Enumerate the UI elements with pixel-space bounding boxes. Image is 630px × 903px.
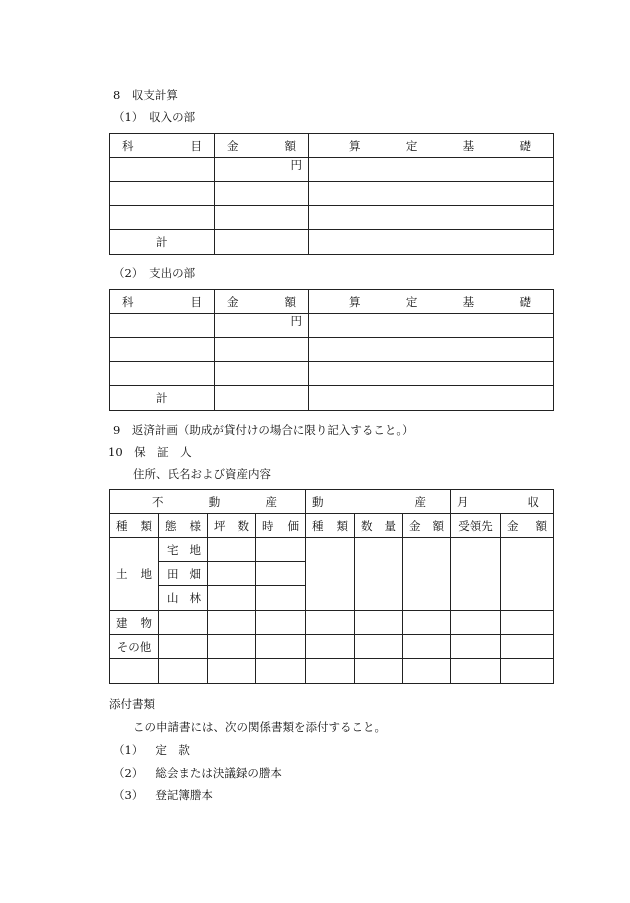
income-total-label: 計 (110, 230, 215, 255)
attachments-heading: 添付書類 (109, 697, 155, 711)
tsubo-cell[interactable] (208, 586, 256, 611)
price-cell[interactable] (256, 562, 306, 586)
movable-amount-cell[interactable] (403, 611, 451, 635)
tsubo-cell[interactable] (208, 659, 256, 684)
income-subject-cell[interactable] (110, 158, 215, 182)
income-table (109, 133, 554, 255)
col-quantity: 数 量 (355, 514, 403, 538)
mode-cell[interactable] (159, 611, 208, 635)
row-label-building: 建 物 (110, 611, 159, 635)
movable-amount-cell[interactable] (403, 659, 451, 684)
header-subject: 科 目 (110, 134, 215, 158)
yen-unit: 円 (290, 158, 302, 172)
attachment-label: 登記簿謄本 (155, 788, 213, 802)
movable-kind-cell[interactable] (306, 635, 355, 659)
blank-label-cell[interactable] (110, 659, 159, 684)
guarantor-table (109, 489, 554, 684)
group-movable: 動 産 (306, 490, 451, 514)
expense-table (109, 289, 554, 411)
tsubo-cell[interactable] (208, 611, 256, 635)
movable-kind-cell[interactable] (306, 659, 355, 684)
movable-amount-cell[interactable] (403, 635, 451, 659)
income-basis-cell[interactable] (309, 206, 554, 230)
recipient-cell[interactable] (451, 611, 501, 635)
expense-amount-cell[interactable] (215, 338, 309, 362)
expense-total-label: 計 (110, 386, 215, 411)
row-label-other: その他 (110, 635, 159, 659)
recipient-cell[interactable] (451, 659, 501, 684)
header-subject: 科 目 (110, 290, 215, 314)
income-subject-cell[interactable] (110, 182, 215, 206)
income-amount-cell[interactable] (215, 206, 309, 230)
section-9-heading: 9 返済計画（助成が貸付けの場合に限り記入すること。） (113, 423, 414, 437)
mode-cell[interactable] (159, 635, 208, 659)
section-8-heading: 8 収支計算 (113, 88, 178, 102)
expense-subject-cell[interactable] (110, 338, 215, 362)
income-amount-cell[interactable] (501, 635, 554, 659)
income-total-basis[interactable] (309, 230, 554, 255)
income-basis-cell[interactable] (309, 182, 554, 206)
col-kind: 種 類 (110, 514, 159, 538)
attachment-item (113, 766, 282, 780)
header-basis: 算 定 基 礎 (309, 134, 554, 158)
col-mode: 態 様 (159, 514, 208, 538)
row-label-land: 土 地 (110, 538, 159, 611)
recipient-cell[interactable] (451, 635, 501, 659)
income-amount-cell[interactable] (215, 158, 309, 182)
expense-total-amount[interactable] (215, 386, 309, 411)
col-movable-amount: 金 額 (403, 514, 451, 538)
yen-unit: 円 (290, 314, 302, 328)
tsubo-cell[interactable] (208, 635, 256, 659)
col-income-amount: 金 額 (501, 514, 554, 538)
land-type-field: 田 畑 (159, 562, 208, 586)
expense-amount-cell[interactable] (215, 362, 309, 386)
mode-cell[interactable] (159, 659, 208, 684)
movable-qty-cell[interactable] (355, 659, 403, 684)
attachment-item (113, 788, 213, 802)
header-basis: 算 定 基 礎 (309, 290, 554, 314)
expense-basis-cell[interactable] (309, 314, 554, 338)
expense-subject-cell[interactable] (110, 362, 215, 386)
income-amount-cell[interactable] (501, 611, 554, 635)
price-cell[interactable] (256, 659, 306, 684)
income-heading: （1） 収入の部 (113, 110, 196, 124)
attachments-intro: この申請書には、次の関係書類を添付すること。 (133, 720, 386, 734)
expense-heading: （2） 支出の部 (113, 266, 196, 280)
income-amount-cell[interactable] (501, 659, 554, 684)
land-type-forest: 山 林 (159, 586, 208, 611)
col-tsubo: 坪 数 (208, 514, 256, 538)
tsubo-cell[interactable] (208, 562, 256, 586)
attachment-number: （2） (113, 766, 144, 780)
header-amount: 金 額 (215, 290, 309, 314)
price-cell[interactable] (256, 538, 306, 562)
price-cell[interactable] (256, 586, 306, 611)
income-subject-cell[interactable] (110, 206, 215, 230)
header-amount: 金 額 (215, 134, 309, 158)
attachment-number: （3） (113, 788, 144, 802)
price-cell[interactable] (256, 611, 306, 635)
tsubo-cell[interactable] (208, 538, 256, 562)
income-basis-cell[interactable] (309, 158, 554, 182)
section-10-subheading: 住所、氏名および資産内容 (133, 467, 271, 481)
movable-qty-cell[interactable] (355, 635, 403, 659)
section-10-heading: 10 保 証 人 (108, 445, 192, 459)
col-movable-kind: 種 類 (306, 514, 355, 538)
income-amount-cell[interactable] (501, 538, 554, 611)
group-income: 月 収 (451, 490, 554, 514)
income-total-amount[interactable] (215, 230, 309, 255)
movable-qty-cell[interactable] (355, 611, 403, 635)
land-type-residential: 宅 地 (159, 538, 208, 562)
col-recipient: 受領先 (451, 514, 501, 538)
movable-amount-cell[interactable] (403, 538, 451, 611)
expense-basis-cell[interactable] (309, 362, 554, 386)
attachment-number: （1） (113, 743, 144, 757)
attachment-label: 定 款 (155, 743, 190, 757)
movable-kind-cell[interactable] (306, 538, 355, 611)
movable-kind-cell[interactable] (306, 611, 355, 635)
group-real-estate: 不 動 産 (110, 490, 306, 514)
expense-subject-cell[interactable] (110, 314, 215, 338)
col-price: 時 価 (256, 514, 306, 538)
recipient-cell[interactable] (451, 538, 501, 611)
attachment-label: 総会または決議録の謄本 (155, 766, 282, 780)
expense-amount-cell[interactable] (215, 314, 309, 338)
price-cell[interactable] (256, 635, 306, 659)
expense-total-basis[interactable] (309, 386, 554, 411)
movable-qty-cell[interactable] (355, 538, 403, 611)
income-amount-cell[interactable] (215, 182, 309, 206)
expense-basis-cell[interactable] (309, 338, 554, 362)
attachment-item (113, 743, 190, 757)
